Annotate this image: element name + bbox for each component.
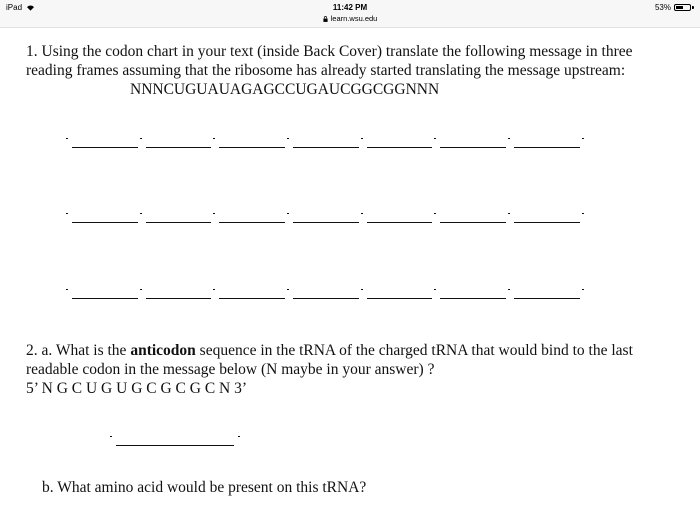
blank-end-tick <box>238 436 240 437</box>
blank-end-tick <box>582 133 586 149</box>
codon-blank[interactable] <box>213 208 287 224</box>
codon-blank[interactable] <box>287 284 361 300</box>
device-label: iPad <box>6 3 23 12</box>
codon-blank[interactable] <box>140 208 214 224</box>
url-text: learn.wsu.edu <box>330 14 378 23</box>
codon-blank[interactable] <box>140 133 214 149</box>
codon-blank[interactable] <box>508 133 582 149</box>
trna-sequence: 5’ N G C U G U G C G C G C N 3’ <box>26 380 248 397</box>
message-sequence: NNNCUGUAUAGAGCCUGAUCGGCGGNNN <box>130 81 440 98</box>
codon-blank[interactable] <box>66 284 140 300</box>
codon-blank[interactable] <box>66 133 140 149</box>
codon-blank[interactable] <box>508 284 582 300</box>
codon-blank[interactable] <box>213 133 287 149</box>
blank-end-tick <box>582 208 586 224</box>
codon-blank[interactable] <box>361 284 435 300</box>
clock: 11:42 PM <box>332 3 368 12</box>
codon-blank[interactable] <box>508 208 582 224</box>
reading-frame-1-blanks[interactable] <box>66 133 586 149</box>
question-2a-text: 2. a. What is the <box>26 342 131 359</box>
battery-percent: 53% <box>654 3 671 12</box>
codon-blank[interactable] <box>140 284 214 300</box>
reading-frame-3-blanks[interactable] <box>66 284 586 300</box>
anticodon-answer-blank[interactable] <box>110 431 240 447</box>
codon-blank[interactable] <box>213 284 287 300</box>
reading-frame-2-blanks[interactable] <box>66 208 586 224</box>
question-1-text: 1. Using the codon chart in your text (inside Back Cover) translate the following message in three reading frames assuming that the ribosome has already started translating the message upstream: <box>26 43 633 79</box>
codon-blank[interactable] <box>434 284 508 300</box>
question-2b: b. What amino acid would be present on this tRNA? <box>42 479 367 496</box>
question-2a-text-rest: sequence in the tRNA of the charged tRNA that would bind to the last readable codon in the message below (N maybe in your answer) ? <box>26 342 633 378</box>
codon-blank[interactable] <box>287 133 361 149</box>
codon-blank[interactable] <box>434 133 508 149</box>
codon-blank[interactable] <box>287 208 361 224</box>
codon-blank[interactable] <box>434 208 508 224</box>
codon-blank[interactable] <box>361 208 435 224</box>
codon-blank[interactable] <box>361 133 435 149</box>
anticodon-bold: anticodon <box>130 342 196 359</box>
codon-blank[interactable] <box>66 208 140 224</box>
question-2a <box>26 341 686 398</box>
question-1 <box>26 42 676 99</box>
blank-end-tick <box>582 284 586 300</box>
